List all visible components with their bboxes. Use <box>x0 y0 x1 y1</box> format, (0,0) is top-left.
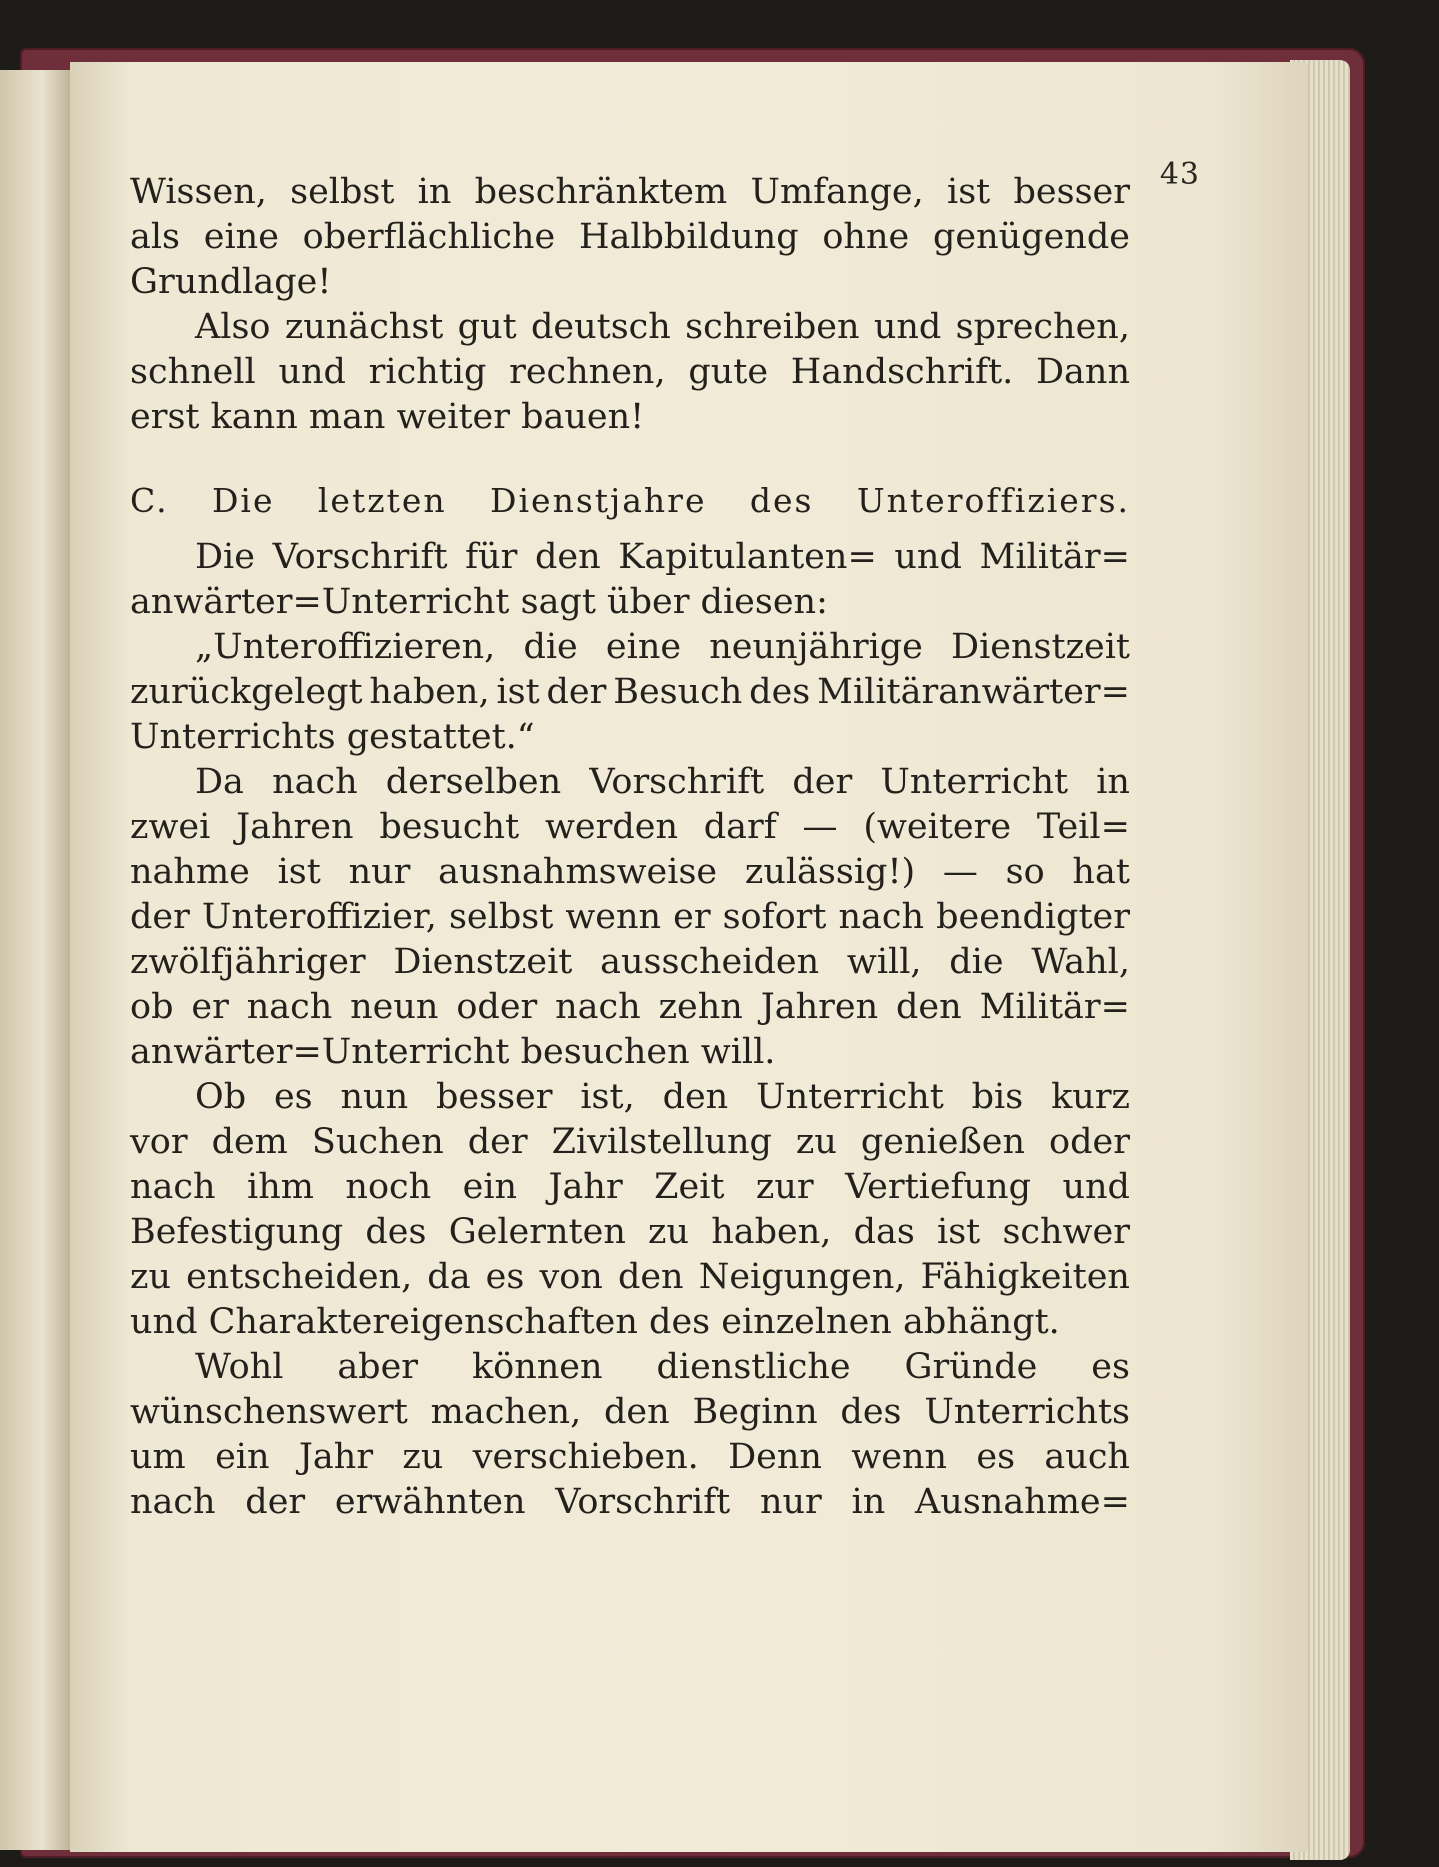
word: erwähnten <box>334 1482 526 1522</box>
word: gute <box>688 352 769 392</box>
line-text: Unterrichts gestattet.“ <box>130 717 535 757</box>
word: Jahren <box>236 807 354 847</box>
text-line <box>130 260 1130 305</box>
word: den <box>535 537 601 577</box>
word: das <box>853 1212 915 1252</box>
word: nur <box>348 852 411 892</box>
word: dem <box>211 1122 288 1162</box>
word: zu <box>795 1122 837 1162</box>
word: „Unteroffizieren, <box>195 627 496 667</box>
word: nach <box>555 987 641 1027</box>
word: ist <box>277 852 321 892</box>
word: die <box>523 627 578 667</box>
word: Jahr <box>298 1437 374 1477</box>
word: selbst <box>290 172 395 212</box>
text-line <box>130 715 1130 760</box>
word: oder <box>1049 1122 1130 1162</box>
text-line <box>130 1075 1130 1120</box>
word: Dienstzeit <box>951 627 1130 667</box>
text-line <box>130 170 1130 215</box>
word: Die <box>195 537 255 577</box>
word: Dienstzeit <box>393 942 573 982</box>
word: rechnen, <box>509 352 666 392</box>
heading-word: Unteroffiziers. <box>856 481 1130 520</box>
word: Fähigkeiten <box>920 1257 1130 1297</box>
word: ausnahmsweise <box>438 852 718 892</box>
text-line <box>130 1210 1130 1255</box>
word: Ob <box>195 1077 247 1117</box>
word: die <box>949 942 1004 982</box>
word: derselben <box>385 762 562 802</box>
text-line <box>130 1390 1130 1435</box>
word: des <box>749 672 811 712</box>
text-line <box>130 535 1130 580</box>
word: — <box>942 852 978 892</box>
page-text <box>130 170 1130 1525</box>
word: besser <box>436 1077 553 1117</box>
text-line <box>130 625 1130 670</box>
word: beschränktem <box>474 172 728 212</box>
heading-word: Dienstjahre <box>490 481 707 520</box>
text-line <box>130 1255 1130 1300</box>
word: richtig <box>368 352 487 392</box>
word: ob <box>130 987 174 1027</box>
word: wenn <box>851 1437 948 1477</box>
word: nun <box>340 1077 409 1117</box>
word: Militär= <box>979 987 1130 1027</box>
line-text: und Charaktereigenschaften des einzelnen abhängt. <box>130 1302 1060 1342</box>
line-text: anwärter=Unterricht besuchen will. <box>130 1032 776 1072</box>
word: und <box>278 352 346 392</box>
word: sofort <box>722 897 827 937</box>
word: ausscheiden <box>600 942 820 982</box>
text-line <box>130 670 1130 715</box>
word: können <box>471 1347 603 1387</box>
word: zehn <box>658 987 743 1027</box>
word: Unterricht <box>756 1077 944 1117</box>
text-line <box>130 1165 1130 1210</box>
word: darf <box>703 807 777 847</box>
text-line <box>130 305 1130 350</box>
word: von <box>539 1257 603 1297</box>
line-text: anwärter=Unterricht sagt über diesen: <box>130 582 828 622</box>
word: und <box>894 537 962 577</box>
word: wenn <box>565 897 662 937</box>
word: in <box>417 172 452 212</box>
word: ihm <box>247 1167 314 1207</box>
word: genügende <box>932 217 1130 257</box>
text-line <box>130 1300 1130 1345</box>
word: es <box>485 1257 525 1297</box>
word: Ausnahme= <box>915 1482 1130 1522</box>
text-line <box>130 850 1130 895</box>
word: da <box>427 1257 471 1297</box>
word: Beginn <box>692 1392 818 1432</box>
text-line <box>130 580 1130 625</box>
word: besucht <box>379 807 520 847</box>
text-line <box>130 895 1130 940</box>
word: Zeit <box>654 1167 725 1207</box>
word: nach <box>130 1167 216 1207</box>
word: in <box>1096 762 1130 802</box>
word: nahme <box>130 852 250 892</box>
word: Unterricht <box>880 762 1069 802</box>
word: nach <box>130 1482 216 1522</box>
word: zurückgelegt <box>130 672 363 712</box>
word: vor <box>130 1122 188 1162</box>
word: um <box>130 1437 186 1477</box>
word: ist, <box>580 1077 635 1117</box>
word: neun <box>350 987 439 1027</box>
text-line <box>130 350 1130 395</box>
word: dienstliche <box>656 1347 851 1387</box>
word: den <box>617 1257 684 1297</box>
word: eine <box>605 627 682 667</box>
word: des <box>840 1392 902 1432</box>
word: Befestigung <box>130 1212 344 1252</box>
word: entscheiden, <box>186 1257 413 1297</box>
word: Denn <box>728 1437 822 1477</box>
text-line <box>130 1435 1130 1480</box>
text-line <box>130 1030 1130 1075</box>
word: will, <box>846 942 922 982</box>
word: es <box>976 1437 1016 1477</box>
text-line <box>130 805 1130 850</box>
word: Zivilstellung <box>551 1122 772 1162</box>
word: Vorschrift <box>272 537 448 577</box>
word: oberflächliche <box>302 217 556 257</box>
word: es <box>273 1077 313 1117</box>
word: werden <box>544 807 678 847</box>
word: Besuch <box>613 672 743 712</box>
word: ein <box>215 1437 270 1477</box>
word: schwer <box>1002 1212 1130 1252</box>
word: Militäranwärter= <box>817 672 1130 712</box>
word: Kapitulanten= <box>618 537 877 577</box>
word: zur <box>755 1167 814 1207</box>
word: machen, <box>430 1392 582 1432</box>
word: der <box>546 672 607 712</box>
word: und <box>873 307 942 347</box>
word: Gelernten <box>448 1212 626 1252</box>
word: kurz <box>1051 1077 1130 1117</box>
word: den <box>896 987 962 1027</box>
word: ein <box>462 1167 518 1207</box>
word: haben, <box>711 1212 832 1252</box>
word: es <box>1091 1347 1130 1387</box>
word: zu <box>648 1212 690 1252</box>
word: Vorschrift <box>589 762 765 802</box>
word: Gründe <box>904 1347 1038 1387</box>
word: Vertiefung <box>845 1167 1031 1207</box>
word: (weitere <box>863 807 1012 847</box>
word: gut <box>457 307 517 347</box>
word: Umfange, <box>750 172 924 212</box>
word: genießen <box>860 1122 1026 1162</box>
word: zunächst <box>284 307 444 347</box>
text-line <box>130 940 1130 985</box>
word: Wissen, <box>130 172 267 212</box>
word: für <box>465 537 518 577</box>
word: selbst <box>448 897 554 937</box>
word: deutsch <box>530 307 671 347</box>
word: des <box>365 1212 427 1252</box>
heading-word: C. <box>130 481 169 520</box>
word: zulässig!) <box>744 852 916 892</box>
word: Also <box>195 307 271 347</box>
word: in <box>851 1482 886 1522</box>
word: Teil= <box>1036 807 1130 847</box>
word: Halbbildung <box>578 217 799 257</box>
text-line <box>130 1120 1130 1165</box>
word: — <box>802 807 838 847</box>
word: aber <box>337 1347 419 1387</box>
word: ist <box>947 172 991 212</box>
word: Handschrift. <box>790 352 1014 392</box>
word: Da <box>195 762 244 802</box>
word: beendigter <box>936 897 1130 937</box>
word: Wahl, <box>1031 942 1130 982</box>
word: Jahr <box>548 1167 623 1207</box>
word: hat <box>1072 852 1130 892</box>
word: den <box>662 1077 729 1117</box>
page-number: 43 <box>1159 157 1200 192</box>
word: bis <box>971 1077 1024 1117</box>
word: verschieben. <box>472 1437 699 1477</box>
word: als <box>130 217 181 257</box>
text-line <box>130 1345 1130 1390</box>
word: Unterrichts <box>924 1392 1130 1432</box>
word: ist <box>496 672 540 712</box>
word: Militär= <box>979 537 1130 577</box>
word: zwölfjähriger <box>130 942 366 982</box>
word: schreiben <box>685 307 860 347</box>
heading-word: letzten <box>317 481 447 520</box>
word: so <box>1005 852 1045 892</box>
word: Jahren <box>760 987 879 1027</box>
word: Wohl <box>195 1347 284 1387</box>
line-text: erst kann man weiter bauen! <box>130 397 645 437</box>
text-line <box>130 985 1130 1030</box>
word: er <box>673 897 711 937</box>
word: der <box>792 762 853 802</box>
word: der <box>467 1122 528 1162</box>
text-line <box>130 1480 1130 1525</box>
facing-page-edge <box>0 70 70 1850</box>
word: nur <box>759 1482 822 1522</box>
heading-word: Die <box>211 481 275 520</box>
word: neunjährige <box>709 627 923 667</box>
word: nach <box>272 762 358 802</box>
word: oder <box>456 987 538 1027</box>
word: Neigungen, <box>698 1257 906 1297</box>
word: Unteroffizier, <box>201 897 437 937</box>
section-heading <box>130 478 1130 523</box>
heading-word: des <box>749 481 814 520</box>
word: zu <box>402 1437 444 1477</box>
word: schnell <box>130 352 256 392</box>
word: wünschenswert <box>130 1392 408 1432</box>
word: Suchen <box>311 1122 444 1162</box>
word: sprechen, <box>955 307 1130 347</box>
word: zwei <box>130 807 211 847</box>
word: eine <box>203 217 279 257</box>
word: besser <box>1013 172 1130 212</box>
word: zu <box>130 1257 171 1297</box>
word: noch <box>345 1167 432 1207</box>
word: den <box>604 1392 670 1432</box>
word: ohne <box>822 217 910 257</box>
word: Vorschrift <box>555 1482 731 1522</box>
word: und <box>1062 1167 1130 1207</box>
text-line <box>130 395 1130 440</box>
word: auch <box>1044 1437 1130 1477</box>
text-line <box>130 760 1130 805</box>
word: er <box>191 987 229 1027</box>
word: nach <box>838 897 925 937</box>
word: der <box>245 1482 306 1522</box>
word: ist <box>937 1212 981 1252</box>
word: nach <box>246 987 333 1027</box>
word: Dann <box>1035 352 1130 392</box>
text-line <box>130 215 1130 260</box>
word: der <box>130 897 190 937</box>
line-text: Grundlage! <box>130 262 332 302</box>
word: haben, <box>369 672 490 712</box>
